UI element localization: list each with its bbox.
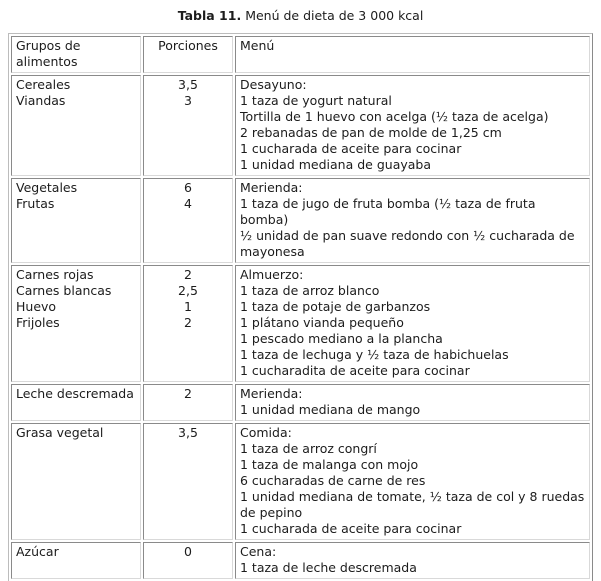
table-caption-label: Tabla 11. [177,8,242,23]
column-header: Porciones [143,36,233,73]
portion-value: 1 [184,299,192,314]
menu-line: Merienda: [240,386,303,401]
table-row [11,265,590,382]
portion-value: 3,5 [178,77,198,92]
portion-value: 2 [184,267,192,282]
column-header: Menú [235,36,590,73]
group-name: Vegetales [16,180,78,195]
menu-line: 1 taza de leche descremada [240,560,417,575]
header-row [11,36,590,73]
group-name: Azúcar [16,544,59,559]
portions-cell [143,265,233,382]
menu-line: 1 cucharadita de aceite para cocinar [240,363,470,378]
menu-line: 6 cucharadas de carne de res [240,473,426,488]
column-header: Grupos de alimentos [11,36,141,73]
group-name: Frijoles [16,315,60,330]
menu-line: 1 taza de arroz congrí [240,441,377,456]
menu-cell [235,423,590,540]
group-name: Huevo [16,299,57,314]
menu-line: Cena: [240,544,277,559]
menu-line: Desayuno: [240,77,307,92]
group-name: Carnes blancas [16,283,112,298]
portions-cell [143,542,233,579]
table-row [11,542,590,579]
menu-line: 1 plátano vianda pequeño [240,315,404,330]
portion-value: 4 [184,196,192,211]
menu-cell [235,542,590,579]
table-row [11,75,590,176]
menu-line: 1 taza de jugo de fruta bomba (½ taza de fruta bomba) [240,196,536,227]
group-name: Grasa vegetal [16,425,104,440]
group-cell [11,423,141,540]
portion-value: 2 [184,386,192,401]
portion-value: 6 [184,180,192,195]
menu-line: Comida: [240,425,292,440]
menu-cell [235,75,590,176]
menu-line: 1 taza de lechuga y ½ taza de habichuelas [240,347,509,362]
group-cell [11,178,141,263]
group-name: Viandas [16,93,66,108]
table-row [11,384,590,421]
group-name: Frutas [16,196,55,211]
portions-cell [143,384,233,421]
menu-line: 1 taza de malanga con mojo [240,457,419,472]
group-cell [11,265,141,382]
menu-line: 1 cucharada de aceite para cocinar [240,521,462,536]
menu-line: 1 cucharada de aceite para cocinar [240,141,462,156]
menu-cell [235,178,590,263]
menu-line: 1 pescado mediano a la plancha [240,331,443,346]
group-cell [11,75,141,176]
table-row [11,423,590,540]
group-cell [11,542,141,579]
table-row [11,178,590,263]
group-cell [11,384,141,421]
table-caption-text: Menú de dieta de 3 000 kcal [245,8,424,23]
portions-cell [143,178,233,263]
menu-line: 1 unidad mediana de mango [240,402,421,417]
group-name: Leche descremada [16,386,134,401]
group-name: Cereales [16,77,71,92]
portion-value: 3 [184,93,192,108]
menu-line: Tortilla de 1 huevo con acelga (½ taza de acelga) [240,109,549,124]
group-name: Carnes rojas [16,267,94,282]
menu-line: 2 rebanadas de pan de molde de 1,25 cm [240,125,502,140]
portion-value: 2,5 [178,283,198,298]
menu-line: 1 unidad mediana de guayaba [240,157,432,172]
menu-line: 1 taza de potaje de garbanzos [240,299,431,314]
menu-cell [235,384,590,421]
table-caption [0,0,601,24]
portions-cell [143,423,233,540]
portions-cell [143,75,233,176]
menu-line: ½ unidad de pan suave redondo con ½ cucharada de mayonesa [240,228,575,259]
menu-line: 1 taza de arroz blanco [240,283,380,298]
menu-cell [235,265,590,382]
menu-line: Almuerzo: [240,267,304,282]
menu-line: 1 unidad mediana de tomate, ½ taza de col y 8 ruedas de pepino [240,489,585,520]
menu-line: Merienda: [240,180,303,195]
portion-value: 3,5 [178,425,198,440]
portion-value: 0 [184,544,192,559]
diet-table [8,33,593,581]
portion-value: 2 [184,315,192,330]
menu-line: 1 taza de yogurt natural [240,93,392,108]
diet-table-body [11,36,590,579]
